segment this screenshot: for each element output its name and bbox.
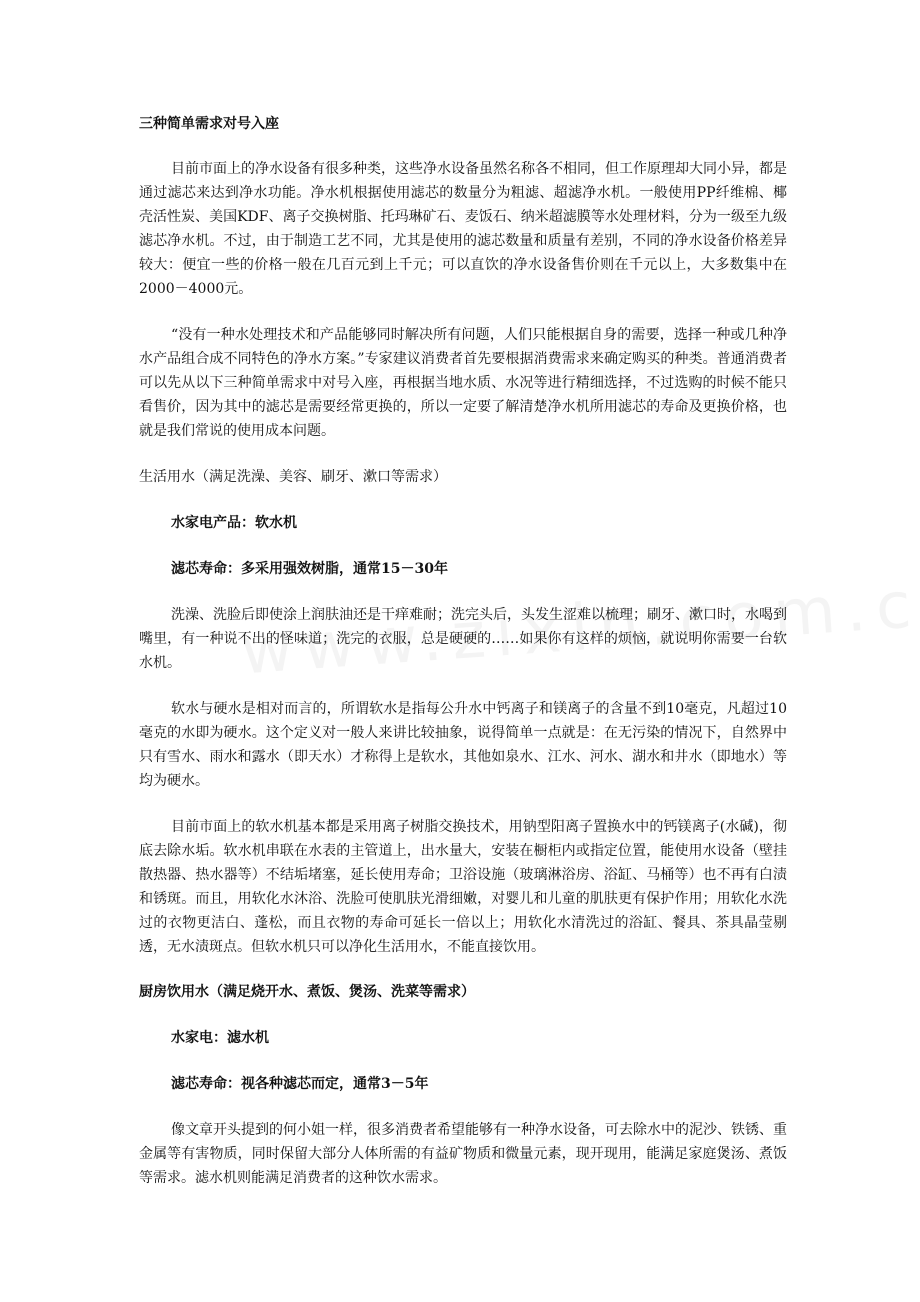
section-product-softener: 水家电产品：软水机 <box>171 515 297 531</box>
section-heading-domestic-water: 生活用水（满足洗澡、美容、刷牙、漱口等需求） <box>139 469 447 485</box>
document-body <box>139 112 787 1190</box>
section-filter-life-filter: 滤芯寿命：视各种滤芯而定，通常3－5年 <box>171 1076 429 1092</box>
paragraph-softener-tech: 目前市面上的软水机基本都是采用离子树脂交换技术，用钠型阳离子置换水中的钙镁离子(水碱)，彻底去除水垢。软水机串联在水表的主管道上，出水量大，安装在橱柜内或指定位置，能使用水设备（壁挂散热器、热水器等）不结垢堵塞，延长使用寿命；卫浴设施（玻璃淋浴房、浴缸、马桶等）也不再有白渍和锈斑。而且，用软化水沐浴、洗脸可使肌肤光滑细嫩，对婴儿和儿童的肌肤更有保护作用；用软化水洗过的衣物更洁白、蓬松，而且衣物的寿命可延长一倍以上；用软化水清洗过的浴缸、餐具、茶具晶莹剔透，无水渍斑点。但软水机只可以净化生活用水，不能直接饮用。 <box>139 819 787 955</box>
paragraph-intro: 目前市面上的净水设备有很多种类，这些净水设备虽然名称各不相同，但工作原理却大同小异，都是通过滤芯来达到净水功能。净水机根据使用滤芯的数量分为粗滤、超滤净水机。一般使用PP纤维棉、椰壳活性炭、美国KDF、离子交换树脂、托玛琳矿石、麦饭石、纳米超滤膜等水处理材料，分为一级至九级滤芯净水机。不过，由于制造工艺不同，尤其是使用的滤芯数量和质量有差别，不同的净水设备价格差异较大：便宜一些的价格一般在几百元到上千元；可以直饮的净水设备售价则在千元以上，大多数集中在2000－4000元。 <box>139 161 787 297</box>
paragraph-expert-advice: “没有一种水处理技术和产品能够同时解决所有问题，人们只能根据自身的需要，选择一种或几种净水产品组合成不同特色的净水方案。”专家建议消费者首先要根据消费需求来确定购买的种类。普通消费者可以先从以下三种简单需求中对号入座，再根据当地水质、水况等进行精细选择，不过选购的时候不能只看售价，因为其中的滤芯是需要经常更换的，所以一定要了解清楚净水机所用滤芯的寿命及更换价格，也就是我们常说的使用成本问题。 <box>139 327 787 439</box>
paragraph-filter-machine: 像文章开头提到的何小姐一样，很多消费者希望能够有一种净水设备，可去除水中的泥沙、铁锈、重金属等有害物质，同时保留大部分人体所需的有益矿物质和微量元素，现开现用，能满足家庭煲汤、煮饭等需求。滤水机则能满足消费者的这种饮水需求。 <box>139 1122 787 1186</box>
paragraph-hard-water-symptoms: 洗澡、洗脸后即使涂上润肤油还是干痒难耐；洗完头后，头发生涩难以梳理；刷牙、漱口时，水喝到嘴里，有一种说不出的怪味道；洗完的衣服，总是硬硬的……如果你有这样的烦恼，就说明你需要一台软水机。 <box>139 607 787 671</box>
section-product-filter: 水家电：滤水机 <box>171 1030 269 1046</box>
section-filter-life-softener: 滤芯寿命：多采用强效树脂，通常15－30年 <box>171 561 448 577</box>
document-title: 三种简单需求对号入座 <box>139 116 279 132</box>
paragraph-soft-vs-hard: 软水与硬水是相对而言的，所谓软水是指每公升水中钙离子和镁离子的含量不到10毫克，凡超过10毫克的水即为硬水。这个定义对一般人来讲比较抽象，说得简单一点就是：在无污染的情况下，自然界中只有雪水、雨水和露水（即天水）才称得上是软水，其他如泉水、江水、河水、湖水和井水（即地水）等均为硬水。 <box>139 701 787 789</box>
section-heading-kitchen-water: 厨房饮用水（满足烧开水、煮饭、煲汤、洗菜等需求） <box>139 984 475 1000</box>
